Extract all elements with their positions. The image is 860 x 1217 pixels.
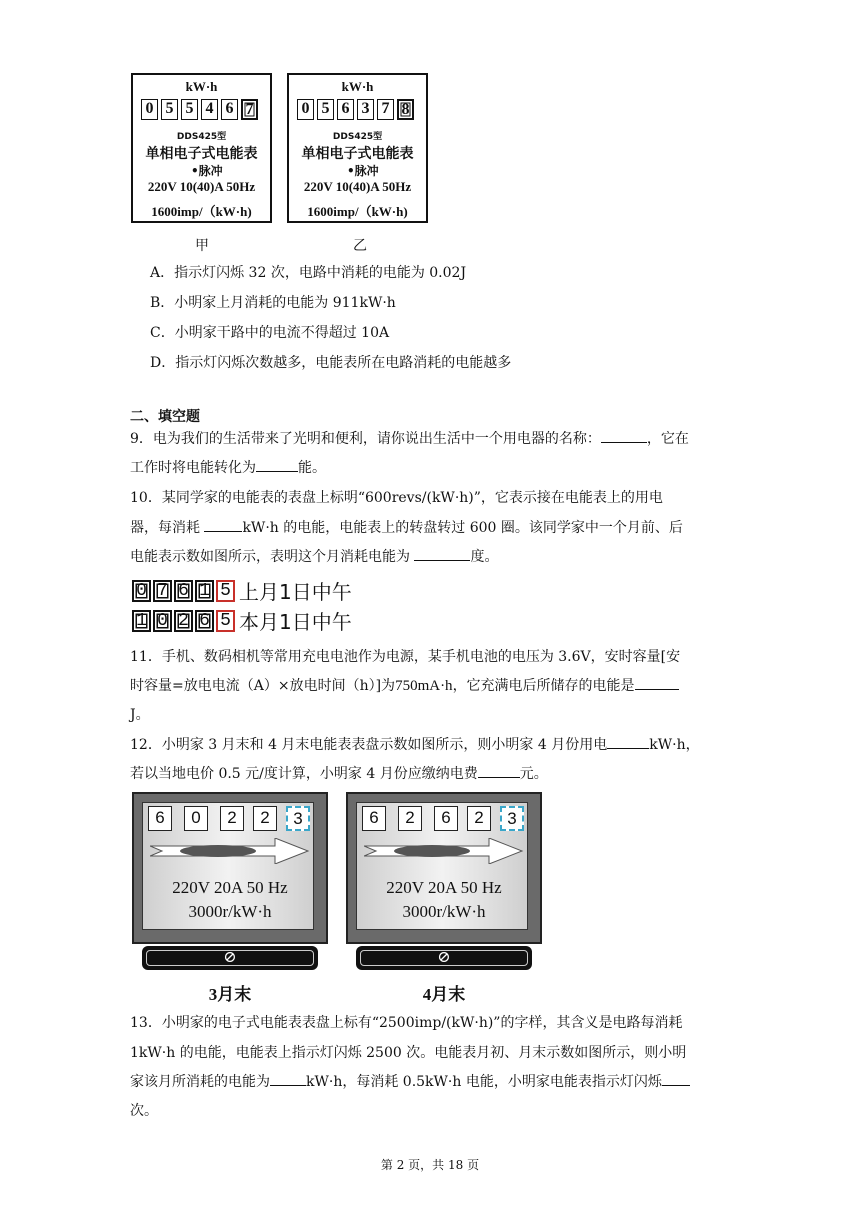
digit: 3 <box>357 99 374 120</box>
q10-text-b: kW·h 的电能，电能表上的转盘转过 600 圈。该同学家中一个月前、后 <box>242 520 683 536</box>
q12-text-d: 元。 <box>519 766 548 782</box>
meter-imp: 1600imp/（kW·h) <box>151 204 252 219</box>
q13-text-b: kW·h，每消耗 0.5kW·h 电能，小明家电能表指示灯闪烁 <box>306 1074 662 1090</box>
q10-line2 <box>130 517 683 537</box>
meter-model: DDS425型 <box>176 132 227 142</box>
q12-text-b: kW·h， <box>649 737 700 753</box>
rotor-arrow-icon <box>150 838 310 864</box>
digit: 0 <box>132 580 151 602</box>
digit: 0 <box>297 99 314 120</box>
answer-blank <box>256 457 298 472</box>
digit: 2 <box>174 610 193 632</box>
digit: 5 <box>161 99 178 120</box>
meter-rev: 3000r/kW·h <box>188 902 272 921</box>
meter-yi <box>287 73 428 223</box>
digit-red: 5 <box>216 610 235 632</box>
meter-rating: 220V 20A 50 Hz <box>172 878 288 897</box>
answer-blank <box>414 546 470 561</box>
answer-blank <box>607 734 649 749</box>
meter-caption: 上月1日中午 <box>239 580 352 604</box>
q13-line2: 1kW·h 的电能，电能表上指示灯闪烁 2500 次。电能表月初、月末示数如图所示，则小明 <box>130 1045 687 1061</box>
section-title: 二、填空题 <box>130 409 200 425</box>
meter-digits <box>297 99 414 120</box>
digit: 0 <box>184 806 208 831</box>
q12-line2 <box>130 763 548 783</box>
digit: 6 <box>221 99 238 120</box>
meter-caption: 3月末 <box>208 985 252 1004</box>
q9-line2 <box>130 457 326 477</box>
digit: 5 <box>181 99 198 120</box>
answer-blank <box>662 1071 690 1086</box>
q10-text-a: 器，每消耗 <box>130 520 200 536</box>
q11-capacity: 750mA·h <box>395 678 453 694</box>
q12-text-a: 12．小明家 3 月末和 4 月末电能表表盘示数如图所示，则小明家 4 月份用电 <box>130 737 608 753</box>
q13-line1: 13．小明家的电子式电能表表盘上标有“2500imp/(kW·h)”的字样，其含义是电路每消耗 <box>130 1015 683 1031</box>
q11-text-a: 时容量=放电电流（A）×放电时间（h）]为 <box>130 678 396 694</box>
q9-line1 <box>130 428 689 448</box>
q9-text-b: ，它在 <box>646 431 689 447</box>
option-c: C．小明家干路中的电流不得超过 10A <box>150 325 390 341</box>
page-footer: 第 2 页，共 18 页 <box>380 1158 480 1172</box>
meter-jia <box>131 73 272 223</box>
digit: 2 <box>253 806 277 831</box>
digit: 1 <box>195 580 214 602</box>
meter-digits <box>141 99 258 120</box>
digit: 6 <box>362 806 386 831</box>
q9-text-d: 能。 <box>298 460 326 476</box>
meter-pulse: •脉冲 <box>191 164 223 178</box>
meter-march <box>132 792 328 1004</box>
option-a: A．指示灯闪烁 32 次，电路中消耗的电能为 0.02J <box>150 265 467 281</box>
digit-dashed: 3 <box>500 806 524 831</box>
digit: 0 <box>153 610 172 632</box>
caption-yi: 乙 <box>353 238 367 254</box>
q13-line4: 次。 <box>130 1103 158 1119</box>
meter-pulse: •脉冲 <box>347 164 379 178</box>
option-b: B．小明家上月消耗的电能为 911kW·h <box>150 295 396 311</box>
digit: 2 <box>220 806 244 831</box>
digit: 2 <box>398 806 422 831</box>
meter-caption: 4月末 <box>422 985 466 1004</box>
q9-text-a: 9．电为我们的生活带来了光明和便利，请你说出生活中一个用电器的名称： <box>130 431 601 447</box>
digit: 5 <box>317 99 334 120</box>
digit: 6 <box>195 610 214 632</box>
q11-line3: J。 <box>130 707 150 723</box>
digit: 7 <box>241 99 258 120</box>
answer-blank <box>270 1071 306 1086</box>
digit: 6 <box>174 580 193 602</box>
q12-line1 <box>130 734 700 754</box>
digit: 1 <box>132 610 151 632</box>
meter-unit: kW·h <box>341 79 374 94</box>
meter-base <box>356 946 532 970</box>
digit: 2 <box>467 806 491 831</box>
digit-red: 5 <box>216 580 235 602</box>
meter-symbol-icon: ⊘ <box>437 947 451 966</box>
digit: 6 <box>148 806 172 831</box>
answer-blank <box>635 675 679 690</box>
digit: 6 <box>337 99 354 120</box>
meter-symbol-icon: ⊘ <box>223 947 237 966</box>
meter-model: DDS425型 <box>332 132 383 142</box>
digit: 7 <box>377 99 394 120</box>
q10-line1: 10．某同学家的电能表的表盘上标明“600revs/(kW·h)”，它表示接在电能表上的用电 <box>130 490 663 506</box>
digit: 8 <box>397 99 414 120</box>
q10-meter-row1 <box>132 576 352 605</box>
q13-text-a: 家该月所消耗的电能为 <box>130 1074 270 1090</box>
q10-meter-row2 <box>132 606 352 635</box>
answer-blank <box>601 428 647 443</box>
digit: 7 <box>153 580 172 602</box>
q10-line3 <box>130 546 498 566</box>
meter-april <box>346 792 542 1004</box>
q10-text-d: 度。 <box>470 549 499 565</box>
meter-base <box>142 946 318 970</box>
meter-rating: 220V 10(40)A 50Hz <box>147 179 256 194</box>
meter-imp: 1600imp/（kW·h) <box>307 204 408 219</box>
meter-caption: 本月1日中午 <box>239 610 352 634</box>
answer-blank <box>478 763 520 778</box>
meter-name: 单相电子式电能表 <box>145 146 258 162</box>
q9-text-c: 工作时将电能转化为 <box>130 460 256 476</box>
meter-unit: kW·h <box>185 79 218 94</box>
digit: 0 <box>141 99 158 120</box>
meter-rating: 220V 20A 50 Hz <box>386 878 502 897</box>
option-d: D．指示灯闪烁次数越多，电能表所在电路消耗的电能越多 <box>150 355 512 371</box>
q13-line3 <box>130 1071 690 1091</box>
meter-rating: 220V 10(40)A 50Hz <box>303 179 412 194</box>
q11-line2 <box>130 675 679 695</box>
q10-text-c: 电能表示数如图所示，表明这个月消耗电能为 <box>130 549 410 565</box>
caption-jia: 甲 <box>195 238 209 254</box>
answer-blank <box>204 517 242 532</box>
digit-dashed: 3 <box>286 806 310 831</box>
q11-line1: 11．手机、数码相机等常用充电电池作为电源，某手机电池的电压为 3.6V，安时容量[安 <box>130 649 681 665</box>
digit: 4 <box>201 99 218 120</box>
q12-text-c: 若以当地电价 0.5 元/度计算，小明家 4 月份应缴纳电费 <box>130 766 478 782</box>
meter-name: 单相电子式电能表 <box>301 146 414 162</box>
digit: 6 <box>434 806 458 831</box>
q11-text-c: ，它充满电后所储存的电能是 <box>452 678 635 694</box>
meter-rev: 3000r/kW·h <box>402 902 486 921</box>
rotor-arrow-icon <box>364 838 524 864</box>
